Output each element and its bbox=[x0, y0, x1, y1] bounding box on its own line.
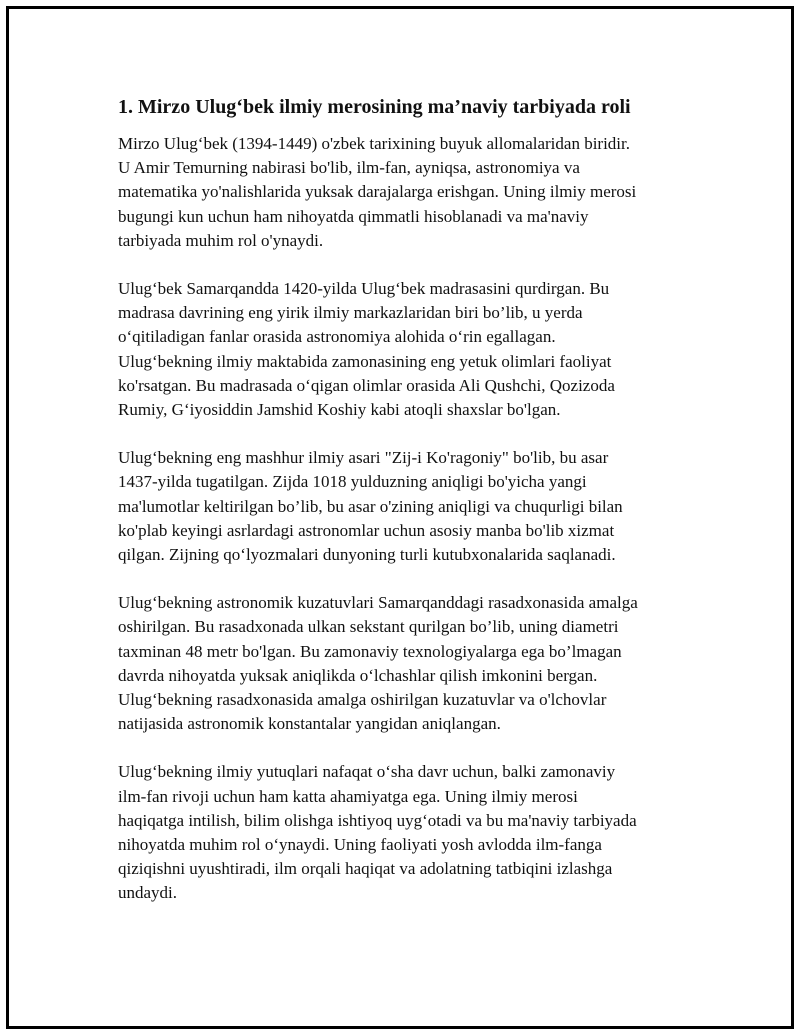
text-line: ko'plab keyingi asrlardagi astronomlar uchun asosiy manba bo'lib xizmat bbox=[118, 520, 615, 540]
text-line: nihoyatda muhim rol o‘ynaydi. Uning faoliyati yosh avlodda ilm-fanga bbox=[118, 835, 602, 855]
text-line: undaydi. bbox=[118, 883, 178, 903]
text-line: haqiqatga intilish, bilim olishga ishtiyoq uyg‘otadi va bu ma'naviy tarbiyada bbox=[118, 810, 637, 830]
text-line: Rumiy, G‘iyosiddin Jamshid Koshiy kabi atoqli shaxslar bo'lgan. bbox=[118, 400, 561, 420]
text-line: qiziqishni uyushtiradi, ilm orqali haqiqat va adolatning tatbiqini izlashga bbox=[118, 859, 613, 879]
text-line: natijasida astronomik konstantalar yangidan aniqlangan. bbox=[118, 714, 501, 734]
text-line: qilgan. Zijning qo‘lyozmalari dunyoning turli kutubxonalarida saqlanadi. bbox=[118, 545, 616, 565]
text-line: ko'rsatgan. Bu madrasada o‘qigan olimlar orasida Ali Qushchi, Qozizoda bbox=[118, 375, 615, 395]
text-line: tarbiyada muhim rol o'ynaydi. bbox=[118, 230, 324, 250]
text-line: bugungi kun uchun ham nihoyatda qimmatli hisoblanadi va ma'naviy bbox=[118, 206, 589, 226]
text-line: Mirzo Ulug‘bek (1394-1449) o'zbek tarixining buyuk allomalaridan biridir. bbox=[118, 134, 631, 153]
paragraph-madrasa bbox=[118, 277, 698, 422]
text-line: Ulug‘bekning astronomik kuzatuvlari Samarqanddagi rasadxonasida amalga bbox=[118, 593, 638, 613]
text-line: Ulug‘bekning ilmiy maktabida zamonasining eng yetuk olimlari faoliyat bbox=[118, 351, 612, 371]
text-line: matematika yo'nalishlarida yuksak darajalarga erishgan. Uning ilmiy merosi bbox=[118, 182, 637, 202]
paragraph-intro bbox=[118, 132, 698, 253]
text-line: oshirilgan. Bu rasadxonada ulkan sekstant qurilgan bo’lib, uning diametri bbox=[118, 617, 619, 637]
text-line: Ulug‘bekning eng mashhur ilmiy asari "Zij-i Ko'ragoniy" bo'lib, bu asar bbox=[118, 448, 609, 468]
text-line: 1437-yilda tugatilgan. Zijda 1018 yulduzning aniqligi bo'yicha yangi bbox=[118, 472, 587, 492]
text-line: madrasa davrining eng yirik ilmiy markazlaridan biri bo’lib, u yerda bbox=[118, 303, 583, 323]
text-line: U Amir Temurning nabirasi bo'lib, ilm-fan, ayniqsa, astronomiya va bbox=[118, 158, 580, 178]
text-line: ilm-fan rivoji uchun ham katta ahamiyatga ega. Uning ilmiy merosi bbox=[118, 786, 578, 806]
text-line: o‘qitiladigan fanlar orasida astronomiya alohida o‘rin egallagan. bbox=[118, 327, 556, 347]
text-line: Ulug‘bekning ilmiy yutuqlari nafaqat o‘sha davr uchun, balki zamonaviy bbox=[118, 762, 616, 782]
paragraph-zij bbox=[118, 446, 698, 567]
paragraph-observatory bbox=[118, 591, 698, 736]
document-body bbox=[118, 93, 698, 930]
text-line: taxminan 48 metr bo'lgan. Bu zamonaviy texnologiyalarga ega bo’lmagan bbox=[118, 641, 622, 661]
text-line: davrda nihoyatda yuksak aniqlikda o‘lchashlar qilish imkonini bergan. bbox=[118, 665, 598, 685]
text-line: Ulug‘bekning rasadxonasida amalga oshirilgan kuzatuvlar va o'lchovlar bbox=[118, 690, 607, 710]
text-line: Ulug‘bek Samarqandda 1420-yilda Ulug‘bek madrasasini qurdirgan. Bu bbox=[118, 279, 610, 299]
section-title: 1. Mirzo Ulug‘bek ilmiy merosining ma’naviy tarbiyada roli bbox=[118, 96, 631, 118]
text-line: ma'lumotlar keltirilgan bo’lib, bu asar o'zining aniqligi va chuqurligi bilan bbox=[118, 496, 623, 516]
paragraph-legacy bbox=[118, 760, 698, 905]
